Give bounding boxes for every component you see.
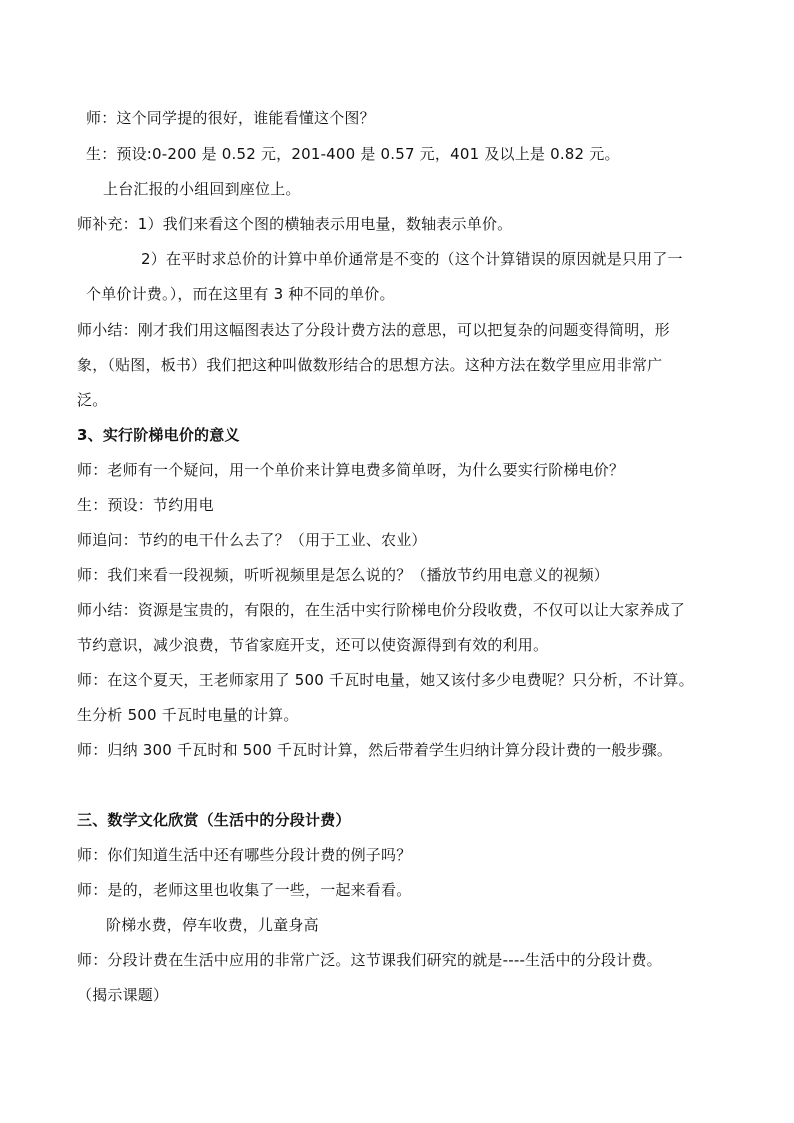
reveal-topic-line: （揭示课题） xyxy=(77,986,169,1004)
section-heading-math-culture: 三、数学文化欣赏（生活中的分段计费） xyxy=(77,811,351,829)
teacher-comment-line: 师：是的，老师这里也收集了一些，一起来看看。 xyxy=(77,881,412,899)
teacher-video-line: 师：我们来看一段视频，听听视频里是怎么说的？（播放节约用电意义的视频） xyxy=(77,566,610,584)
student-answer-line: 生：预设:0-200 是 0.52 元，201-400 是 0.57 元，401 及以上是 0.82 元。 xyxy=(86,145,620,163)
teacher-final-line: 师：分段计费在生活中应用的非常广泛。这节课我们研究的就是----生活中的分段计费。 xyxy=(77,951,662,969)
teacher-summary-line-2: 象，（贴图，板书）我们把这种叫做数形结合的思想方法。这种方法在数学里应用非常广 xyxy=(77,356,663,374)
teacher-conclusion-line: 师：归纳 300 千瓦时和 500 千瓦时计算，然后带着学生归纳计算分段计费的一般步骤。 xyxy=(77,741,673,759)
teacher-follow-up-line: 师追问：节约的电干什么去了？（用于工业、农业） xyxy=(77,531,427,549)
supplement-point-2-line: 2）在平时求总价的计算中单价通常是不变的（这个计算错误的原因就是只用了一 xyxy=(141,250,683,268)
section-heading-3: 3、实行阶梯电价的意义 xyxy=(77,426,240,444)
teacher-summary-line-5: 节约意识，减少浪费，节省家庭开支，还可以使资源得到有效的利用。 xyxy=(77,636,549,654)
group-return-line: 上台汇报的小组回到座位上。 xyxy=(103,180,301,198)
student-answer-line-2: 生：预设：节约用电 xyxy=(77,496,214,514)
supplement-point-2-continuation: 个单价计费。），而在这里有 3 种不同的单价。 xyxy=(86,285,395,303)
teacher-summary-line-1: 师小结：刚才我们用这幅图表达了分段计费方法的意思，可以把复杂的问题变得简明，形 xyxy=(77,321,670,339)
teacher-question-line-4: 师：你们知道生活中还有哪些分段计费的例子吗？ xyxy=(77,846,412,864)
student-analysis-line: 生分析 500 千瓦时电量的计算。 xyxy=(77,706,299,724)
teacher-question-line-3: 师：在这个夏天，王老师家用了 500 千瓦时电量，她又该付多少电费呢？只分析，不计算。 xyxy=(77,671,694,689)
teacher-question-line-2: 师：老师有一个疑问，用一个单价来计算电费多简单呀，为什么要实行阶梯电价？ xyxy=(77,461,625,479)
teacher-question-line: 师：这个同学提的很好，谁能看懂这个图？ xyxy=(86,109,375,127)
teacher-summary-line-3: 泛。 xyxy=(77,391,108,409)
teacher-summary-line-4: 师小结：资源是宝贵的，有限的，在生活中实行阶梯电价分段收费，不仅可以让大家养成了 xyxy=(77,601,686,619)
teacher-supplement-line: 师补充：1）我们来看这个图的横轴表示用电量，数轴表示单价。 xyxy=(77,215,513,233)
examples-line: 阶梯水费，停车收费，儿童身高 xyxy=(106,916,319,934)
